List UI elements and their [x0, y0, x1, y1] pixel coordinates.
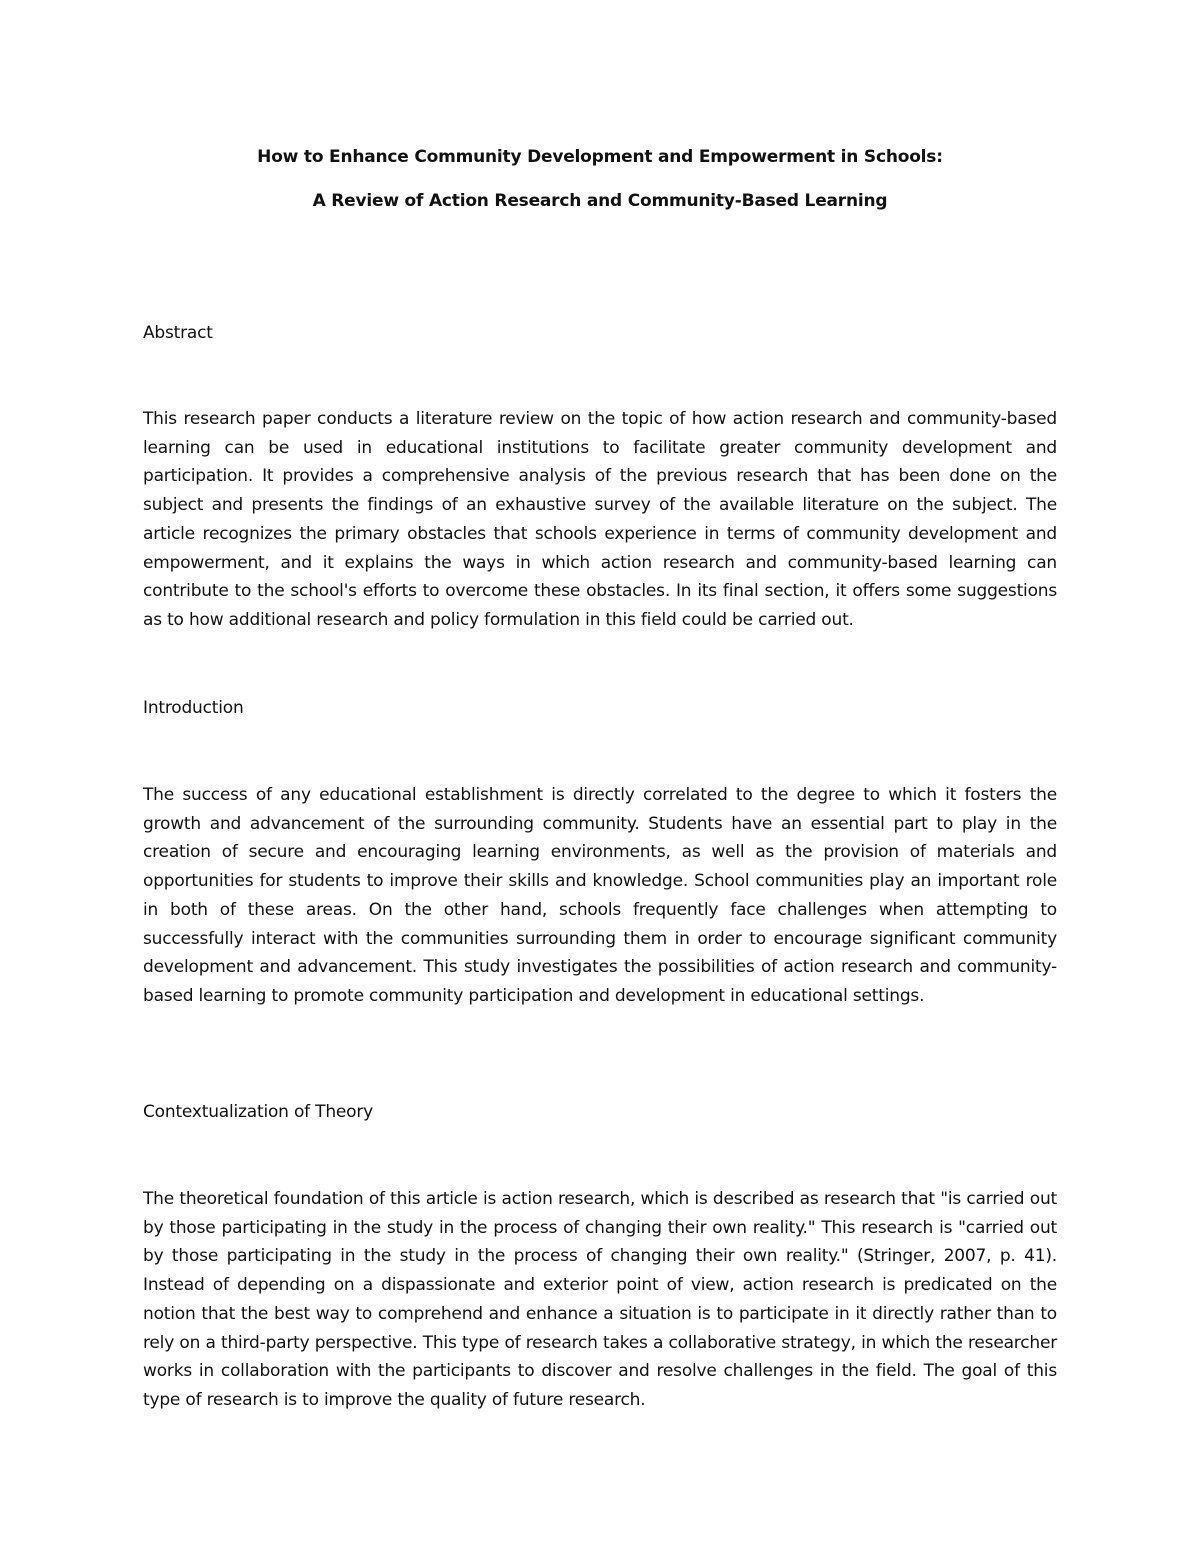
section-heading-abstract: Abstract — [143, 323, 213, 343]
section-body-introduction: The success of any educational establishment is directly correlated to the degree to which it fosters the growth and advancement of the surrounding community. Students have an essential part to play in the creation of secure and encouraging learning environments, as well as the provision of materials and opportunities for students to improve their skills and knowledge. School communities play an important role in both of these areas. On the other hand, schools frequently face challenges when attempting to successfully interact with the communities surrounding them in order to encourage significant community development and advancement. This study investigates the possibilities of action research and community-based learning to promote community participation and development in educational settings. — [143, 785, 1057, 1006]
section-heading-introduction: Introduction — [143, 698, 244, 718]
document-subtitle: A Review of Action Research and Community-Based Learning — [312, 191, 888, 211]
section-body-contextualization: The theoretical foundation of this article is action research, which is described as research that "is carried out by those participating in the study in the process of changing their own reality." This research is "carried out by those participating in the study in the process of changing their own reality." (Stringer, 2007, p. 41). Instead of depending on a dispassionate and exterior point of view, action research is predicated on the notion that the best way to comprehend and enhance a situation is to participate in it directly rather than to rely on a third-party perspective. This type of research takes a collaborative strategy, in which the researcher works in collaboration with the participants to discover and resolve challenges in the field. The goal of this type of research is to improve the quality of future research. — [143, 1189, 1057, 1410]
section-heading-contextualization: Contextualization of Theory — [143, 1102, 374, 1122]
section-body-abstract: This research paper conducts a literature review on the topic of how action research and community-based learning can be used in educational institutions to facilitate greater community development and participation. It provides a comprehensive analysis of the previous research that has been done on the subject and presents the findings of an exhaustive survey of the available literature on the subject. The article recognizes the primary obstacles that schools experience in terms of community development and empowerment, and it explains the ways in which action research and community-based learning can contribute to the school's efforts to overcome these obstacles. In its final section, it offers some suggestions as to how additional research and policy formulation in this field could be carried out. — [143, 409, 1057, 630]
document-title: How to Enhance Community Development and Empowerment in Schools: — [257, 147, 943, 167]
